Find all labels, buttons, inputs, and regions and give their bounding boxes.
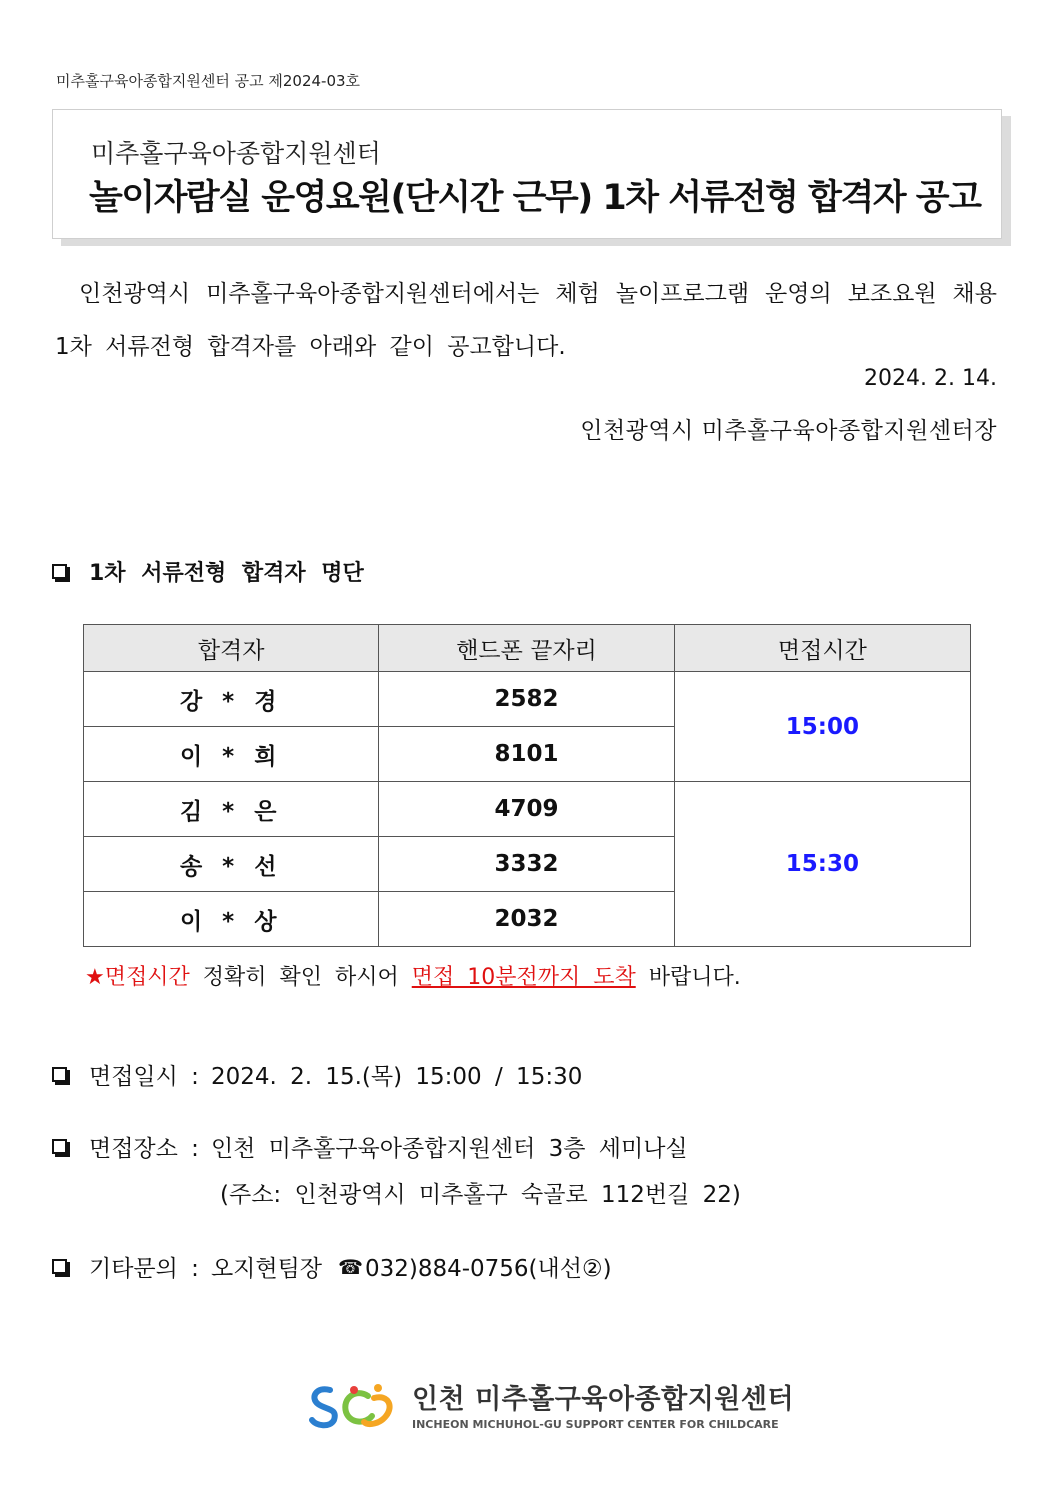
- intro-paragraph: [55, 268, 997, 374]
- contact-label: 기타문의 :: [89, 1256, 199, 1282]
- title-subtitle: 미추홀구육아종합지원센터: [91, 139, 381, 168]
- footer-logo: [308, 1376, 794, 1432]
- phone-digits: 2582: [379, 672, 674, 727]
- header-time: 면접시간: [674, 625, 970, 672]
- phone-icon: ☎: [338, 1254, 363, 1279]
- interview-time: 15:30: [674, 782, 970, 947]
- place-value: 인천 미추홀구육아종합지원센터 3층 세미나실: [210, 1136, 688, 1162]
- notice-date: 2024. 2. 14.: [864, 366, 997, 391]
- notice-highlight-time: ★면접시간: [85, 965, 190, 990]
- candidate-name: 이 * 희: [84, 727, 379, 782]
- schedule-label: 면접일시 :: [89, 1064, 199, 1090]
- checkbox-bullet-icon: [52, 564, 67, 579]
- document-number: 미추홀구육아종합지원센터 공고 제2024-03호: [56, 72, 361, 90]
- phone-digits: 4709: [379, 782, 674, 837]
- phone-digits: 3332: [379, 837, 674, 892]
- footer-org-name-en: INCHEON MICHUHOL-GU SUPPORT CENTER FOR CHILDCARE: [412, 1418, 779, 1431]
- checkbox-bullet-icon: [52, 1139, 67, 1154]
- section-title-text: 1차 서류전형 합격자 명단: [89, 561, 364, 586]
- section-title-roster: [52, 556, 364, 587]
- info-schedule: [52, 1058, 582, 1091]
- header-name: 합격자: [84, 625, 379, 672]
- notice-text: 정확히 확인 하시어: [189, 965, 412, 990]
- table-header-row: [84, 625, 971, 672]
- schedule-value: 2024. 2. 15.(목) 15:00 / 15:30: [210, 1064, 583, 1090]
- checkbox-bullet-icon: [52, 1067, 67, 1082]
- phone-digits: 2032: [379, 892, 674, 947]
- footer-text: [412, 1377, 794, 1431]
- page-title: 놀이자람실 운영요원(단시간 근무) 1차 서류전형 합격자 공고: [89, 178, 981, 218]
- table-row: [84, 782, 971, 837]
- header-phone: 핸드폰 끝자리: [379, 625, 674, 672]
- center-logo-icon: [308, 1376, 400, 1432]
- title-box: [52, 109, 1002, 239]
- contact-phone: 032)884-0756(내선②): [364, 1256, 612, 1282]
- footer-org-name: 인천 미추홀구육아종합지원센터: [412, 1384, 795, 1415]
- intro-text: 인천광역시 미추홀구육아종합지원센터에서는 체험 놀이프로그램 운영의 보조요원 채용 1차 서류전형 합격자를 아래와 같이 공고합니다.: [55, 281, 997, 360]
- contact-value: 오지현팀장: [210, 1256, 323, 1282]
- phone-digits: 8101: [379, 727, 674, 782]
- issuer: 인천광역시 미추홀구육아종합지원센터장: [580, 418, 997, 444]
- candidate-name: 김 * 은: [84, 782, 379, 837]
- place-label: 면접장소 :: [89, 1136, 199, 1162]
- candidate-name: 이 * 상: [84, 892, 379, 947]
- checkbox-bullet-icon: [52, 1259, 67, 1274]
- notice-highlight-arrival: 면접 10분전까지 도착: [411, 965, 636, 990]
- info-contact: [52, 1250, 612, 1283]
- notice-text-end: 바랍니다.: [635, 965, 741, 990]
- address: (주소: 인천광역시 미추홀구 숙골로 112번길 22): [220, 1182, 741, 1208]
- candidate-name: 강 * 경: [84, 672, 379, 727]
- info-place: [52, 1130, 688, 1163]
- interview-time: 15:00: [674, 672, 970, 782]
- roster-table: [83, 624, 971, 947]
- candidate-name: 송 * 선: [84, 837, 379, 892]
- table-row: [84, 672, 971, 727]
- arrival-notice: [85, 960, 741, 991]
